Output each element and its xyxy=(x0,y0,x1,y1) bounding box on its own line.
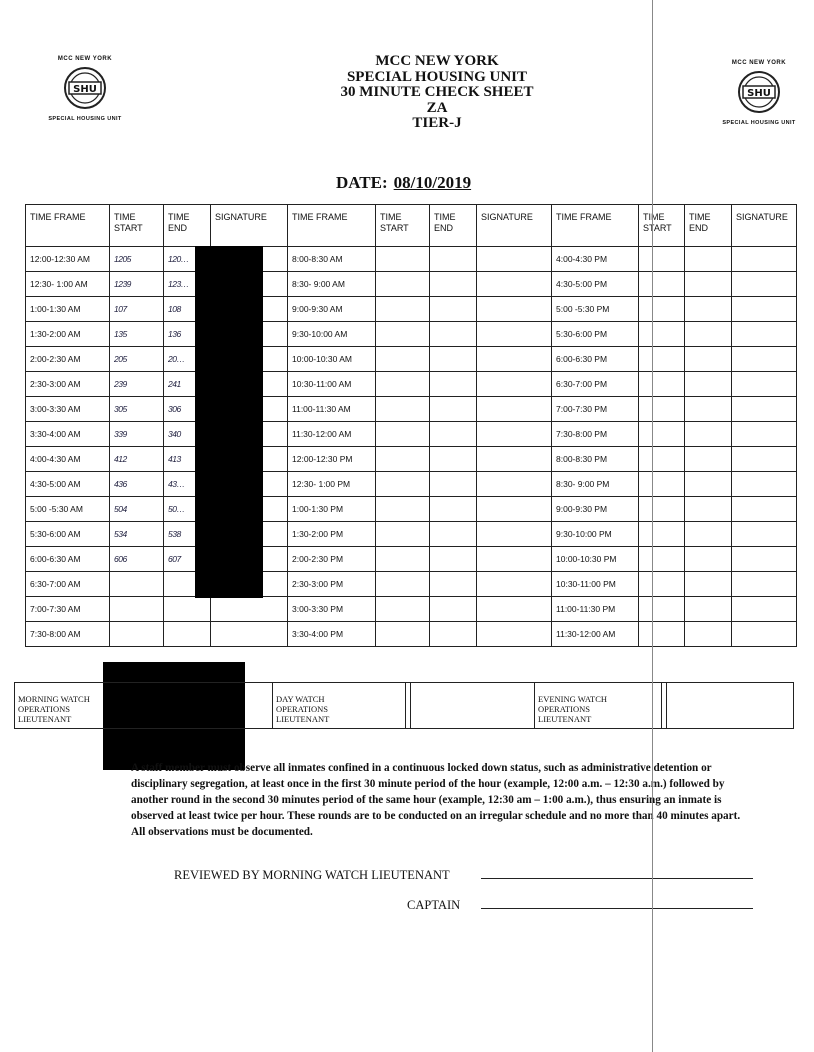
logo-bottom-text: SPECIAL HOUSING UNIT xyxy=(722,120,796,126)
title-line-1: MCC NEW YORK xyxy=(375,53,499,69)
time-start-cell: 305 xyxy=(110,397,164,422)
time-frame-cell: 10:30-11:00 AM xyxy=(288,372,376,397)
signature-cell xyxy=(732,622,797,647)
time-end-cell: 340 xyxy=(164,422,211,447)
table-row xyxy=(26,497,797,522)
time-frame-cell: 10:00-10:30 PM xyxy=(552,547,639,572)
time-start-cell xyxy=(639,322,685,347)
column-header: TIME FRAME xyxy=(26,205,110,247)
time-start-cell xyxy=(376,272,430,297)
redaction-block xyxy=(195,246,263,598)
logo-bottom-text: SPECIAL HOUSING UNIT xyxy=(48,116,122,122)
time-end-cell: 120… xyxy=(164,247,211,272)
time-start-cell xyxy=(639,372,685,397)
table-row xyxy=(26,522,797,547)
time-frame-cell: 9:00-9:30 PM xyxy=(552,497,639,522)
time-frame-cell: 2:30-3:00 PM xyxy=(288,572,376,597)
time-start-cell xyxy=(110,622,164,647)
day-watch-label: DAY WATCH OPERATIONS LIEUTENANT xyxy=(276,694,330,724)
day-watch-label-cell xyxy=(273,683,406,728)
signature-cell xyxy=(732,397,797,422)
table-row xyxy=(26,247,797,272)
signature-cell xyxy=(732,272,797,297)
signature-cell xyxy=(732,497,797,522)
time-start-cell xyxy=(376,597,430,622)
signature-cell xyxy=(211,597,288,622)
title-line-4: ZA xyxy=(426,99,448,116)
time-end-cell xyxy=(685,497,732,522)
signature-cell xyxy=(477,547,552,572)
time-frame-cell: 10:00-10:30 AM xyxy=(288,347,376,372)
time-end-cell: 241 xyxy=(164,372,211,397)
time-end-cell xyxy=(430,372,477,397)
time-end-cell: 50… xyxy=(164,497,211,522)
table-header-row xyxy=(26,205,797,247)
time-start-cell xyxy=(639,447,685,472)
time-frame-cell: 6:30-7:00 AM xyxy=(26,572,110,597)
time-end-cell xyxy=(430,297,477,322)
title-line-3: 30 MINUTE CHECK SHEET xyxy=(340,84,534,100)
time-end-cell xyxy=(164,622,211,647)
time-end-cell xyxy=(685,422,732,447)
signature-cell xyxy=(732,597,797,622)
time-end-cell xyxy=(430,547,477,572)
table-row xyxy=(26,447,797,472)
table-row xyxy=(26,472,797,497)
signature-cell xyxy=(477,572,552,597)
time-start-cell xyxy=(376,347,430,372)
time-frame-cell: 7:00-7:30 PM xyxy=(552,397,639,422)
signature-cell xyxy=(477,347,552,372)
time-frame-cell: 7:00-7:30 AM xyxy=(26,597,110,622)
time-end-cell: 413 xyxy=(164,447,211,472)
time-end-cell xyxy=(430,422,477,447)
signature-cell xyxy=(477,422,552,447)
time-start-cell xyxy=(639,522,685,547)
watch-signature-box xyxy=(14,682,794,729)
time-start-cell xyxy=(639,597,685,622)
time-start-cell: 412 xyxy=(110,447,164,472)
signature-cell xyxy=(732,297,797,322)
time-frame-cell: 6:00-6:30 PM xyxy=(552,347,639,372)
time-start-cell xyxy=(376,247,430,272)
time-end-cell xyxy=(430,497,477,522)
time-frame-cell: 5:30-6:00 AM xyxy=(26,522,110,547)
table-row xyxy=(26,547,797,572)
time-frame-cell: 9:00-9:30 AM xyxy=(288,297,376,322)
time-frame-cell: 9:30-10:00 PM xyxy=(552,522,639,547)
time-end-cell xyxy=(430,272,477,297)
time-end-cell: 136 xyxy=(164,322,211,347)
time-frame-cell: 11:30-12:00 AM xyxy=(288,422,376,447)
signature-cell xyxy=(732,572,797,597)
time-start-cell: 436 xyxy=(110,472,164,497)
time-start-cell xyxy=(376,422,430,447)
table-row xyxy=(26,422,797,447)
time-frame-cell: 11:00-11:30 PM xyxy=(552,597,639,622)
time-start-cell xyxy=(376,322,430,347)
time-frame-cell: 3:00-3:30 PM xyxy=(288,597,376,622)
signature-cell xyxy=(732,472,797,497)
signature-cell xyxy=(732,547,797,572)
time-start-cell xyxy=(639,497,685,522)
time-end-cell xyxy=(430,597,477,622)
time-frame-cell: 11:00-11:30 AM xyxy=(288,397,376,422)
table-row xyxy=(26,322,797,347)
time-start-cell xyxy=(376,372,430,397)
table-row xyxy=(26,372,797,397)
table-row xyxy=(26,347,797,372)
time-start-cell: 1205 xyxy=(110,247,164,272)
time-end-cell xyxy=(685,297,732,322)
time-end-cell xyxy=(430,522,477,547)
check-table xyxy=(25,204,797,647)
shu-seal-icon xyxy=(737,70,781,114)
time-frame-cell: 5:00 -5:30 AM xyxy=(26,497,110,522)
time-end-cell xyxy=(430,322,477,347)
column-header: TIME END xyxy=(430,205,477,247)
column-header: TIME START xyxy=(639,205,685,247)
captain-signature-line xyxy=(481,908,753,909)
title-line-2: SPECIAL HOUSING UNIT xyxy=(346,68,528,85)
time-frame-cell: 3:30-4:00 AM xyxy=(26,422,110,447)
time-end-cell: 123… xyxy=(164,272,211,297)
time-frame-cell: 7:30-8:00 PM xyxy=(552,422,639,447)
time-start-cell xyxy=(376,522,430,547)
signature-cell xyxy=(732,347,797,372)
time-start-cell xyxy=(639,272,685,297)
time-frame-cell: 1:30-2:00 AM xyxy=(26,322,110,347)
time-frame-cell: 5:30-6:00 PM xyxy=(552,322,639,347)
time-start-cell xyxy=(376,297,430,322)
signature-cell xyxy=(477,597,552,622)
instructions-paragraph: A staff member must observe all inmates confined in a continuous locked down status, such as administrative detention or disciplinary segregation, at least once in the first 30 minute period of the hour (example, 12:00 a.m. – 12:30 a.m.) followed by another round in the second 30 minutes period of the same hour (example, 12:30 am – 1:00 a.m.), thus ensuring an inmate is observed at least twice per hour. These rounds are to be conducted on an irregular schedule and no more than 40 minutes apart. All observations must be documented. xyxy=(131,762,741,838)
time-frame-cell: 9:30-10:00 AM xyxy=(288,322,376,347)
time-start-cell xyxy=(639,547,685,572)
time-frame-cell: 1:30-2:00 PM xyxy=(288,522,376,547)
reviewed-by-label: REVIEWED BY MORNING WATCH LIEUTENANT xyxy=(174,868,450,882)
time-frame-cell: 6:00-6:30 AM xyxy=(26,547,110,572)
date-value: 08/10/2019 xyxy=(393,173,472,192)
column-header: TIME END xyxy=(685,205,732,247)
signature-cell xyxy=(477,322,552,347)
time-end-cell: 108 xyxy=(164,297,211,322)
time-start-cell xyxy=(376,572,430,597)
time-end-cell xyxy=(430,247,477,272)
signature-cell xyxy=(732,322,797,347)
column-header: SIGNATURE xyxy=(211,205,288,247)
time-frame-cell: 2:30-3:00 AM xyxy=(26,372,110,397)
time-end-cell xyxy=(685,372,732,397)
time-frame-cell: 3:00-3:30 AM xyxy=(26,397,110,422)
signature-cell xyxy=(732,422,797,447)
column-header: TIME FRAME xyxy=(288,205,376,247)
table-row xyxy=(26,397,797,422)
signature-cell xyxy=(732,522,797,547)
svg-text:SHU: SHU xyxy=(73,84,97,95)
time-start-cell xyxy=(639,397,685,422)
signature-cell xyxy=(477,397,552,422)
time-start-cell xyxy=(110,597,164,622)
logo-left xyxy=(40,56,130,122)
column-header: TIME START xyxy=(110,205,164,247)
signature-cell xyxy=(477,272,552,297)
time-start-cell xyxy=(639,247,685,272)
time-start-cell xyxy=(639,622,685,647)
time-start-cell xyxy=(376,547,430,572)
lieutenant-signature-line xyxy=(481,878,753,879)
time-start-cell: 504 xyxy=(110,497,164,522)
time-frame-cell: 8:00-8:30 AM xyxy=(288,247,376,272)
time-start-cell: 1239 xyxy=(110,272,164,297)
time-end-cell xyxy=(685,447,732,472)
date-line xyxy=(336,173,471,193)
time-frame-cell: 4:30-5:00 PM xyxy=(552,272,639,297)
time-start-cell: 205 xyxy=(110,347,164,372)
table-row xyxy=(26,272,797,297)
time-end-cell xyxy=(430,447,477,472)
morning-watch-signature xyxy=(15,683,273,728)
time-start-cell xyxy=(376,622,430,647)
evening-watch-label: EVENING WATCH OPERATIONS LIEUTENANT xyxy=(538,694,608,724)
time-end-cell xyxy=(685,247,732,272)
signature-cell xyxy=(477,372,552,397)
scan-fold-line xyxy=(652,0,653,1052)
signature-cell xyxy=(732,447,797,472)
time-end-cell xyxy=(685,397,732,422)
time-frame-cell: 5:00 -5:30 PM xyxy=(552,297,639,322)
time-start-cell: 606 xyxy=(110,547,164,572)
time-end-cell xyxy=(685,622,732,647)
signature-cell xyxy=(477,472,552,497)
time-end-cell xyxy=(685,322,732,347)
signature-cell xyxy=(477,497,552,522)
title-line-5: TIER-J xyxy=(412,115,462,131)
time-end-cell xyxy=(430,472,477,497)
time-frame-cell: 3:30-4:00 PM xyxy=(288,622,376,647)
time-start-cell: 534 xyxy=(110,522,164,547)
time-start-cell: 339 xyxy=(110,422,164,447)
document-title xyxy=(300,54,574,132)
signature-cell xyxy=(477,247,552,272)
time-end-cell xyxy=(685,272,732,297)
time-frame-cell: 6:30-7:00 PM xyxy=(552,372,639,397)
time-end-cell: 306 xyxy=(164,397,211,422)
signature-cell xyxy=(211,622,288,647)
evening-watch-label-cell xyxy=(535,683,662,728)
time-start-cell: 107 xyxy=(110,297,164,322)
time-end-cell xyxy=(430,622,477,647)
time-end-cell: 607 xyxy=(164,547,211,572)
time-end-cell xyxy=(685,347,732,372)
time-start-cell xyxy=(376,472,430,497)
time-start-cell xyxy=(639,422,685,447)
date-label: DATE: xyxy=(336,173,388,192)
signature-cell xyxy=(477,622,552,647)
logo-top-text: MCC NEW YORK xyxy=(731,60,787,66)
time-frame-cell: 2:00-2:30 PM xyxy=(288,547,376,572)
time-start-cell: 135 xyxy=(110,322,164,347)
logo-top-text: MCC NEW YORK xyxy=(57,56,113,62)
time-end-cell xyxy=(164,597,211,622)
signature-cell xyxy=(732,372,797,397)
time-start-cell xyxy=(376,497,430,522)
time-frame-cell: 8:30- 9:00 AM xyxy=(288,272,376,297)
time-end-cell xyxy=(685,547,732,572)
day-watch-signature xyxy=(411,683,535,728)
morning-watch-label: MORNING WATCH OPERATIONS LIEUTENANT xyxy=(18,694,90,724)
time-frame-cell: 4:30-5:00 AM xyxy=(26,472,110,497)
time-frame-cell: 8:00-8:30 PM xyxy=(552,447,639,472)
time-end-cell xyxy=(685,572,732,597)
time-end-cell xyxy=(685,597,732,622)
time-frame-cell: 1:00-1:30 AM xyxy=(26,297,110,322)
shu-seal-icon xyxy=(63,66,107,110)
time-end-cell: 43… xyxy=(164,472,211,497)
captain-label: CAPTAIN xyxy=(407,898,461,912)
column-header: TIME START xyxy=(376,205,430,247)
time-end-cell xyxy=(685,522,732,547)
column-header: TIME FRAME xyxy=(552,205,639,247)
column-header: TIME END xyxy=(164,205,211,247)
time-start-cell xyxy=(639,572,685,597)
time-start-cell xyxy=(376,447,430,472)
time-frame-cell: 2:00-2:30 AM xyxy=(26,347,110,372)
time-start-cell xyxy=(376,397,430,422)
time-end-cell xyxy=(430,572,477,597)
time-frame-cell: 7:30-8:00 AM xyxy=(26,622,110,647)
time-start-cell xyxy=(639,297,685,322)
table-row xyxy=(26,297,797,322)
time-end-cell xyxy=(685,472,732,497)
time-start-cell xyxy=(110,572,164,597)
table-row xyxy=(26,572,797,597)
table-row xyxy=(26,622,797,647)
time-frame-cell: 12:30- 1:00 PM xyxy=(288,472,376,497)
signature-cell xyxy=(732,247,797,272)
table-row xyxy=(26,597,797,622)
svg-text:SHU: SHU xyxy=(747,88,771,99)
time-start-cell: 239 xyxy=(110,372,164,397)
time-frame-cell: 12:30- 1:00 AM xyxy=(26,272,110,297)
time-frame-cell: 12:00-12:30 PM xyxy=(288,447,376,472)
time-end-cell: 20… xyxy=(164,347,211,372)
time-start-cell xyxy=(639,472,685,497)
signature-cell xyxy=(477,447,552,472)
time-frame-cell: 11:30-12:00 AM xyxy=(552,622,639,647)
time-frame-cell: 4:00-4:30 AM xyxy=(26,447,110,472)
time-end-cell xyxy=(430,347,477,372)
time-end-cell: 538 xyxy=(164,522,211,547)
time-frame-cell: 8:30- 9:00 PM xyxy=(552,472,639,497)
time-frame-cell: 10:30-11:00 PM xyxy=(552,572,639,597)
logo-right xyxy=(714,60,804,126)
time-frame-cell: 4:00-4:30 PM xyxy=(552,247,639,272)
signature-cell xyxy=(477,297,552,322)
time-frame-cell: 12:00-12:30 AM xyxy=(26,247,110,272)
time-frame-cell: 1:00-1:30 PM xyxy=(288,497,376,522)
time-end-cell xyxy=(430,397,477,422)
time-start-cell xyxy=(639,347,685,372)
column-header: SIGNATURE xyxy=(732,205,797,247)
signature-cell xyxy=(477,522,552,547)
column-header: SIGNATURE xyxy=(477,205,552,247)
divider xyxy=(662,683,667,728)
